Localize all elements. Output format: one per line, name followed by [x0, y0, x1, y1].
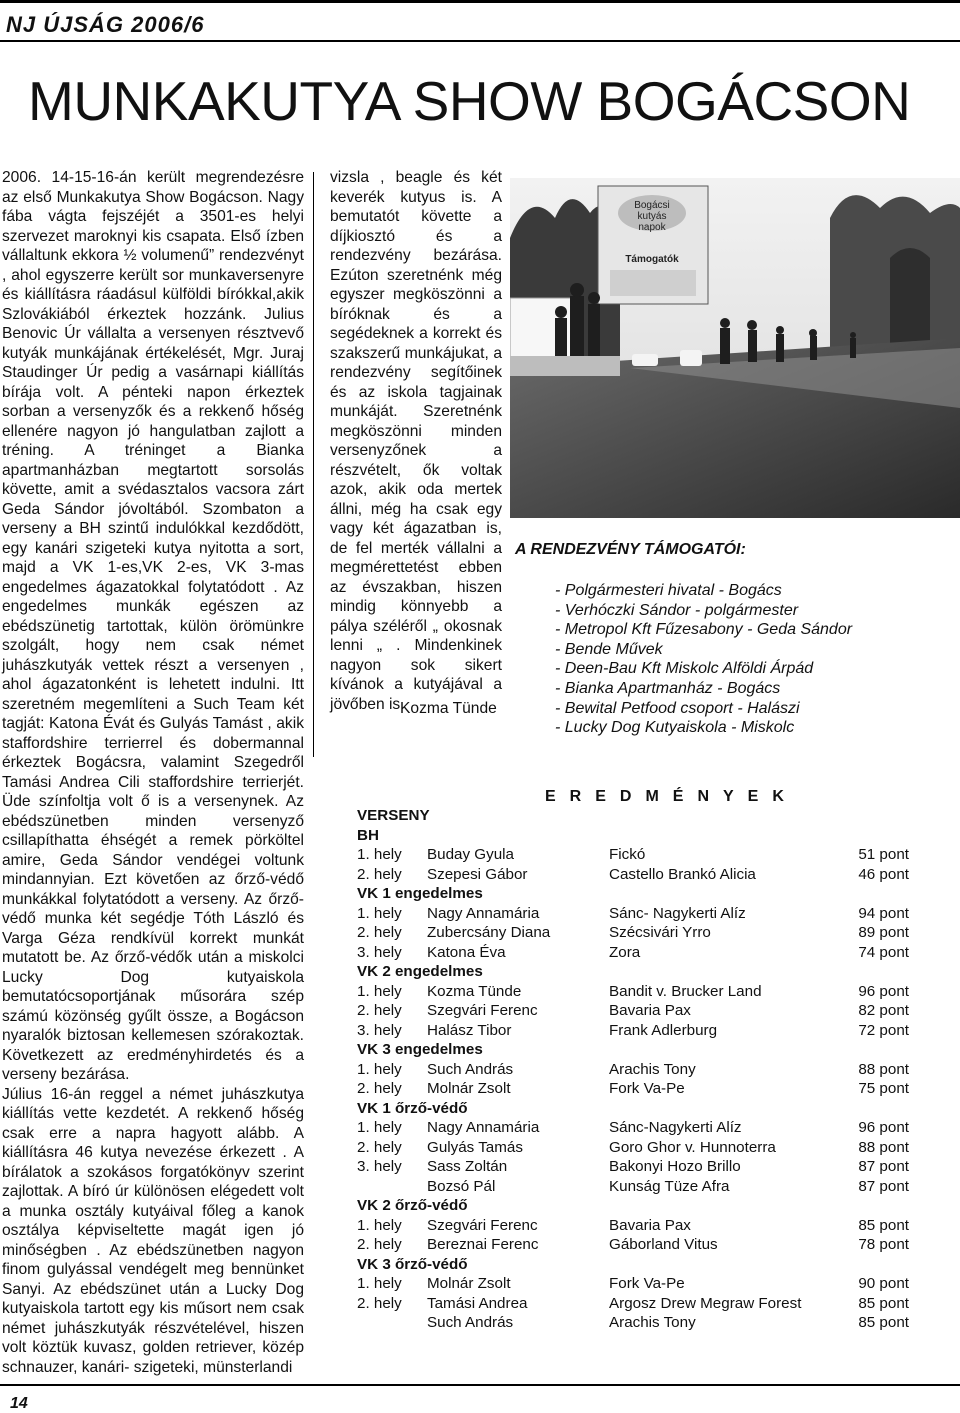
score-cell: 74 pont	[858, 943, 909, 961]
sponsor-item: - Bianka Apartmanház - Bogács	[555, 679, 781, 697]
table-row	[357, 1313, 917, 1333]
dog-cell: Sánc-Nagykerti Alíz	[609, 1119, 742, 1136]
dog-cell: Argosz Drew Megraw Forest	[609, 1294, 802, 1312]
dog-cell: Bandit v. Brucker Land	[609, 982, 762, 1000]
score-cell: 89 pont	[858, 924, 909, 941]
sponsor-item: - Polgármesteri hivatal - Bogács	[555, 582, 782, 599]
table-row	[357, 1118, 917, 1138]
place-cell: 1. hely	[357, 904, 402, 922]
score-cell: 85 pont	[858, 1216, 909, 1234]
dog-cell: Goro Ghor v. Hunnoterra	[609, 1138, 776, 1156]
table-row	[357, 1079, 917, 1099]
handler-cell: Buday Gyula	[427, 846, 514, 863]
dog-cell: Gáborland Vitus	[609, 1236, 718, 1253]
dog-cell: Zora	[609, 943, 641, 961]
table-row	[357, 904, 917, 924]
banner-text-2: kutyás	[637, 211, 667, 222]
event-photo-drawing	[510, 178, 960, 518]
place-cell: 1. hely	[357, 1119, 402, 1136]
score-cell: 78 pont	[858, 1236, 909, 1253]
handler-cell: Such András	[427, 1314, 514, 1331]
dog-cell: Arachis Tony	[609, 1314, 696, 1331]
place-cell: 1. hely	[357, 846, 402, 863]
score-cell: 96 pont	[858, 982, 909, 1000]
dog-cell: Castello Brankó Alicia	[609, 865, 756, 883]
dog-cell: Sánc- Nagykerti Alíz	[609, 904, 746, 922]
score-cell: 46 pont	[858, 865, 909, 883]
table-row	[357, 943, 917, 963]
table-row	[357, 1177, 917, 1197]
dog-cell: Frank Adlerburg	[609, 1021, 718, 1039]
table-row	[357, 1060, 917, 1080]
results-section-title: VK 2 őrző-védő	[357, 1197, 468, 1214]
place-cell: 1. hely	[357, 1060, 402, 1078]
dog-cell: Bakonyi Hozo Brillo	[609, 1158, 741, 1175]
score-cell: 88 pont	[858, 1138, 909, 1156]
handler-cell: Katona Éva	[427, 943, 506, 961]
place-cell: 2. hely	[357, 1138, 402, 1156]
handler-cell: Sass Zoltán	[427, 1158, 508, 1175]
handler-cell: Halász Tibor	[427, 1021, 512, 1039]
results-section-title: VK 3 engedelmes	[357, 1041, 483, 1058]
handler-cell: Zubercsány Diana	[427, 924, 551, 941]
banner-text-1: Bogácsi	[634, 200, 670, 211]
sponsors-title: A RENDEZVÉNY TÁMOGATÓI:	[515, 541, 746, 558]
column-divider	[313, 172, 314, 757]
banner-text-4: Támogatók	[625, 254, 679, 265]
table-row	[357, 1021, 917, 1041]
page-number: 14	[10, 1395, 28, 1412]
handler-cell: Kozma Tünde	[427, 982, 522, 1000]
sponsors-list	[555, 581, 852, 738]
table-row	[357, 1294, 917, 1314]
dog-cell: Fickó	[609, 846, 646, 863]
score-cell: 85 pont	[858, 1314, 909, 1331]
handler-cell: Szepesi Gábor	[427, 865, 528, 883]
handler-cell: Molnár Zsolt	[427, 1275, 511, 1292]
article-column-2	[330, 168, 502, 714]
place-cell: 3. hely	[357, 1158, 402, 1175]
table-row	[357, 1001, 917, 1021]
article-paragraph-1: 2006. 14-15-16-án került megrendezésre az első Munkakutya Show Bogácson. Nagy fába vágta fejszéjét a 3501-es helyi szervezet maroknyi kis csapata. Első ízben vállaltunk ekkora ½ volumenű” rendezvényt , ahol egyszerre került sor munkaversenyre és kiállításra ráadásul külföldi bírókkal,akik Szlovákiából érkeztek hozzánk. Julius Benovic Úr vállalta a versenyen résztvevő kutyák munkájának értékelését, Mgr. Juraj Staudinger Úr pedig a vasárnapi kiállítás bírája volt. A pénteki napon érkeztek sorban a versenyzők és a rekkenő hőség ellenére nagyon jó hangulatban zajlott a tréning. A tréninget a Bianka apartmanházban megtartott sorsolás követte, amit a svédasztalos vacsora zárt Geda Sándor jóvoltából. Szombaton a verseny a BH szintű indulókkal kezdődött, egy kanári szigeteki kutya nyitotta a sort, majd a VK 1-es,VK 2-es, VK 3-mas engedelmes ágazatokkal folytatódott . Az engedelmes munkák egészen az ebédszünetig tartottak, külön örömünkre szolgált, hogy nem csak német juhászkutyák vettek részt a versenyen , ahol ágazatonként is lehetett indulni. Itt szeretném megemlíteni a Such Team két tagját: Katona Évát és Gulyás Tamást , akik staffordshire terrierrel és dobermannal érkeztek Bogácsra, valamint Szegedről Tamási Andrea Cili staffordshire terrierjét. Üde színfoltja volt ő is a versenynek. Az ebédszünetben minden versenyző csillapíthatta éhségét a remek pörköltel amire, Geda Sándor vendégei voltunk mindannyian. Ezt követően az őrző-védő munkákkal folytatódott a verseny. Az őrző-védő munka két segédje Tóth László és Varga Géza rendkívül korrekt munkát mutatott be. Az őrző-védők után a miskolci Lucky Dog kutyaiskola bemutatócsoportjának műsorára szép számú közönség gyűlt össze, a Bogácson nyaralók biztosan kellemesen szórakoztak. Következett az eredményhirdetés és a verseny bezárása.	[2, 169, 304, 1083]
table-row	[357, 1138, 917, 1158]
table-row	[357, 982, 917, 1002]
score-cell: 90 pont	[858, 1275, 909, 1292]
sponsor-item: - Bende Művek	[555, 640, 663, 658]
dog-cell: Bavaria Pax	[609, 1216, 691, 1234]
banner-text-3: napok	[638, 222, 666, 233]
place-cell: 3. hely	[357, 943, 402, 961]
table-row	[357, 1235, 917, 1255]
score-cell: 94 pont	[858, 904, 909, 922]
masthead: NJ ÚJSÁG 2006/6	[6, 12, 205, 37]
place-cell: 2. hely	[357, 1080, 402, 1097]
place-cell: 2. hely	[357, 924, 402, 941]
handler-cell: Tamási Andrea	[427, 1294, 528, 1312]
handler-cell: Nagy Annamária	[427, 904, 540, 922]
score-cell: 72 pont	[858, 1021, 909, 1039]
handler-cell: Bereznai Ferenc	[427, 1236, 539, 1253]
score-cell: 51 pont	[858, 846, 909, 863]
score-cell: 75 pont	[858, 1080, 909, 1097]
place-cell: 3. hely	[357, 1021, 402, 1039]
sponsor-item: - Bewital Petfood csoport - Halászi	[555, 699, 800, 717]
footer-rule	[0, 1384, 960, 1386]
table-row	[357, 923, 917, 943]
dog-cell: Arachis Tony	[609, 1060, 696, 1078]
results-title: EREDMÉNYEK	[545, 788, 798, 805]
results-section-title: VK 2 engedelmes	[357, 963, 483, 980]
score-cell: 87 pont	[858, 1177, 909, 1195]
sponsor-item: - Verhóczki Sándor - polgármester	[555, 601, 799, 619]
table-row	[357, 1216, 917, 1236]
place-cell: 1. hely	[357, 1275, 402, 1292]
place-cell: 2. hely	[357, 1236, 402, 1253]
place-cell: 1. hely	[357, 982, 402, 1000]
sponsor-item: - Metropol Kft Fűzesabony - Geda Sándor	[555, 621, 853, 639]
score-cell: 85 pont	[858, 1294, 909, 1312]
results-section-title: VK 3 őrző-védő	[357, 1255, 468, 1273]
score-cell: 87 pont	[858, 1158, 909, 1175]
handler-cell: Nagy Annamária	[427, 1119, 540, 1136]
place-cell: 2. hely	[357, 1294, 402, 1312]
handler-cell: Bozsó Pál	[427, 1177, 496, 1195]
table-row	[357, 845, 917, 865]
dog-cell: Szécsivári Yrro	[609, 924, 711, 941]
score-cell: 88 pont	[858, 1060, 909, 1078]
event-photo	[510, 178, 960, 518]
article-column-1	[2, 168, 304, 1377]
handler-cell: Gulyás Tamás	[427, 1138, 523, 1156]
dog-cell: Fork Va-Pe	[609, 1080, 685, 1097]
sponsor-item: - Lucky Dog Kutyaiskola - Miskolc	[555, 719, 795, 737]
dog-cell: Fork Va-Pe	[609, 1275, 685, 1292]
score-cell: 96 pont	[858, 1119, 909, 1136]
score-cell: 82 pont	[858, 1002, 909, 1019]
handler-cell: Szegvári Ferenc	[427, 1002, 538, 1019]
table-row	[357, 865, 917, 885]
handler-cell: Szegvári Ferenc	[427, 1216, 538, 1234]
article-paragraph-3: vizsla , beagle és két keverék kutyus is. A bemutatót követte a díjkiosztó és a rendezvény bezárása. Ezúton szeretnénk még egyszer megköszönni a bíróknak és a segédeknek a korrekt és szakszerű munkájukat, a rendezvény segítőinek és az iskola tagjainak munkáját. Szeretnénk megköszönni minden versenyzőnek a részvételt, ők voltak azok, akik oda mertek állni, még ha csak egy vagy két ágazatban is, de fel merték vállalni a megmérettetést ebben az évszakban, hiszen mindig könnyebb a pálya széléről „ okosnak lenni „ . Mindenkinek nagyon sok sikert kívánok a kutyájával a jövőben is.	[330, 169, 502, 713]
author-signature: Kozma Tünde	[400, 700, 497, 717]
page-title: MUNKAKUTYA SHOW BOGÁCSON	[28, 70, 911, 132]
results-section-title: VK 1 őrző-védő	[357, 1099, 468, 1117]
handler-cell: Such András	[427, 1060, 514, 1078]
place-cell: 2. hely	[357, 1002, 402, 1019]
sponsor-item: - Deen-Bau Kft Miskolc Alföldi Árpád	[555, 660, 814, 678]
results-header: VERSENY	[357, 807, 430, 824]
table-row	[357, 1157, 917, 1177]
results-section-title: BH	[357, 826, 379, 844]
results-table	[357, 806, 917, 1333]
table-row	[357, 1274, 917, 1294]
place-cell: 1. hely	[357, 1216, 402, 1234]
dog-cell: Kunság Tüze Afra	[609, 1177, 730, 1195]
dog-cell: Bavaria Pax	[609, 1002, 691, 1019]
article-paragraph-2: Július 16-án reggel a német juhászkutya kiállítás vette kezdetét. A rekkenő hőség csak erre a napra hagyott alább. A kiállításra 46 kutya nevezése érkezett . A bírálatok a szokásos forgatókönyv szerint zajlottak. A bíró úr különösen elégedett volt a munka osztály kutyáival főleg a kanok osztálya képviseltette magát igen jó minőségben . Az ebédszünetben nagyon finom gulyással vendégelt meg bennünket Sanyi. Az ebédszünet után a Lucky Dog kutyaiskola tartott egy kis műsort nem csak német juhászkutyák részvételével, hiszen volt köztük kuvasz, golden retriever, közép schnauzer, kanári- szigeteki, münsterlandi	[2, 1085, 304, 1376]
header-rule-top	[0, 0, 960, 3]
header-rule-bottom	[0, 40, 960, 42]
results-section-title: VK 1 engedelmes	[357, 885, 483, 902]
place-cell: 2. hely	[357, 865, 402, 883]
handler-cell: Molnár Zsolt	[427, 1080, 511, 1097]
